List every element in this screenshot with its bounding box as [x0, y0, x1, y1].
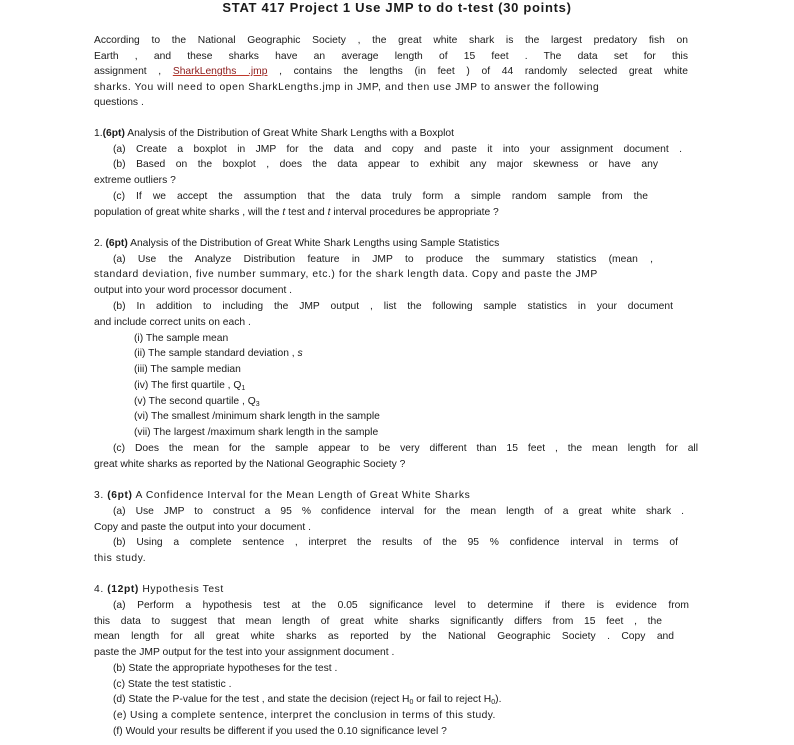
q1-part-b-line-2: extreme outliers ? [94, 175, 176, 186]
q1-points: (6pt) [102, 128, 125, 139]
q1-c2-post: interval procedures be appropriate ? [333, 207, 499, 218]
q4-points: (12pt) [107, 584, 139, 595]
q4-part-b: (b) State the appropriate hypotheses for the test . [113, 663, 338, 674]
q4-d-pre: (d) State the P-value for the test , and state the decision (reject H [113, 694, 410, 705]
q3-title: A Confidence Interval for the Mean Length of Great White Sharks [135, 490, 471, 501]
q1-part-a: (a) Create a boxplot in JMP for the data and copy and paste it into your assignment document . [113, 144, 682, 155]
q1-c2-pre: population of great white sharks , will the [94, 207, 280, 218]
q1-part-b-line-1: (b) Based on the boxplot , does the data appear to exhibit any major skewness or have any [113, 159, 658, 170]
q1-part-c-line-2 [94, 206, 499, 219]
page-title: STAT 417 Project 1 Use JMP to do t-test (30 points) [222, 0, 572, 15]
q2-item-iv-label: (iv) The first quartile , Q [134, 380, 242, 391]
q4-part-f: (f) Would your results be different if you used the 0.10 significance level ? [113, 726, 447, 737]
q3-number: 3. [94, 490, 104, 501]
q2-item-i: (i) The sample mean [134, 333, 229, 344]
q2-part-b-line-1: (b) In addition to including the JMP output , list the following sample statistics in your document [113, 301, 673, 312]
q2-part-b-line-2: and include correct units on each . [94, 317, 251, 328]
q4-d-sub-2: 0 [491, 699, 496, 706]
q4-part-a-line-1: (a) Perform a hypothesis test at the 0.05 significance level to determine if there is evidence from [113, 600, 689, 611]
intro-line-4: sharks. You will need to open SharkLengths.jmp in JMP, and then use JMP to answer the following [94, 82, 600, 93]
q1-number: 1. [94, 128, 103, 139]
q4-part-e: (e) Using a complete sentence, interpret the conclusion in terms of this study. [113, 710, 496, 721]
intro-line-3 [94, 65, 688, 78]
q2-item-ii-symbol: s [297, 348, 303, 359]
q4-d-post: ). [495, 694, 502, 705]
q3-part-a-line-2: Copy and paste the output into your document . [94, 522, 311, 533]
q2-part-c-line-1: (c) Does the mean for the sample appear to be very different than 15 feet , the mean length for all [113, 443, 698, 454]
q1-c2-t1: t [282, 207, 286, 218]
q4-part-d [113, 693, 501, 709]
q4-d-sub-1: 0 [409, 699, 414, 706]
q2-item-ii-label: (ii) The sample standard deviation , [134, 348, 295, 359]
q4-title: Hypothesis Test [142, 584, 224, 595]
q3-part-b-line-2: this study. [94, 553, 147, 564]
q2-item-vi: (vi) The smallest /minimum shark length in the sample [134, 411, 380, 422]
q2-item-v-sub: 3 [255, 401, 260, 408]
q3-heading [94, 489, 470, 502]
q2-title: Analysis of the Distribution of Great White Shark Lengths using Sample Statistics [130, 238, 500, 249]
q4-part-a-line-3: mean length for all great white sharks as reported by the National Geographic Society . Copy and [94, 631, 674, 642]
q4-heading [94, 583, 224, 596]
q1-part-c-line-1: (c) If we accept the assumption that the data truly form a simple random sample from the [113, 191, 648, 202]
q4-part-c: (c) State the test statistic . [113, 679, 232, 690]
q2-item-ii [134, 347, 303, 360]
q1-heading [94, 127, 454, 140]
q1-c2-mid: test and [288, 207, 325, 218]
q4-number: 4. [94, 584, 104, 595]
q2-heading [94, 237, 499, 250]
q3-part-b-line-1: (b) Using a complete sentence , interpret the results of the 95 % confidence interval in terms of [113, 537, 678, 548]
q4-d-mid: or fail to reject H [416, 694, 492, 705]
intro-line-3-post: , contains the lengths (in feet ) of 44 randomly selected great white [279, 66, 688, 77]
q2-part-a-line-3: output into your word processor document . [94, 285, 293, 296]
q3-points: (6pt) [107, 490, 133, 501]
q2-item-v [134, 395, 260, 411]
q4-part-a-line-2: this data to suggest that mean length of great white sharks significantly differs from 15 feet , the [94, 616, 662, 627]
intro-line-1: According to the National Geographic Society , the great white shark is the largest predatory fish on [94, 35, 688, 46]
q3-part-a-line-1: (a) Use JMP to construct a 95 % confidence interval for the mean length of a great white shark . [113, 506, 684, 517]
q2-part-c-line-2: great white sharks as reported by the National Geographic Society ? [94, 459, 406, 470]
q2-item-vii: (vii) The largest /maximum shark length in the sample [134, 427, 379, 438]
q2-part-a-line-2: standard deviation, five number summary, etc.) for the shark length data. Copy and paste the JMP [94, 269, 598, 280]
q2-number: 2. [94, 238, 103, 249]
q2-item-iv [134, 379, 245, 395]
shark-lengths-file-link[interactable]: SharkLengths .jmp [172, 66, 268, 77]
q1-title: Analysis of the Distribution of Great White Shark Lengths with a Boxplot [127, 128, 455, 139]
q4-part-a-line-4: paste the JMP output for the test into your assignment document . [94, 647, 395, 658]
intro-line-2: Earth , and these sharks have an average length of 15 feet . The data set for this [94, 51, 688, 62]
intro-line-3-pre: assignment , [94, 66, 162, 77]
q2-item-v-label: (v) The second quartile , Q [134, 396, 256, 407]
intro-line-5: questions . [94, 97, 144, 108]
q2-points: (6pt) [105, 238, 128, 249]
q2-part-a-line-1: (a) Use the Analyze Distribution feature in JMP to produce the summary statistics (mean , [113, 254, 653, 265]
q1-c2-t2: t [327, 207, 331, 218]
q2-item-iii: (iii) The sample median [134, 364, 241, 375]
q2-item-iv-sub: 1 [241, 385, 246, 392]
